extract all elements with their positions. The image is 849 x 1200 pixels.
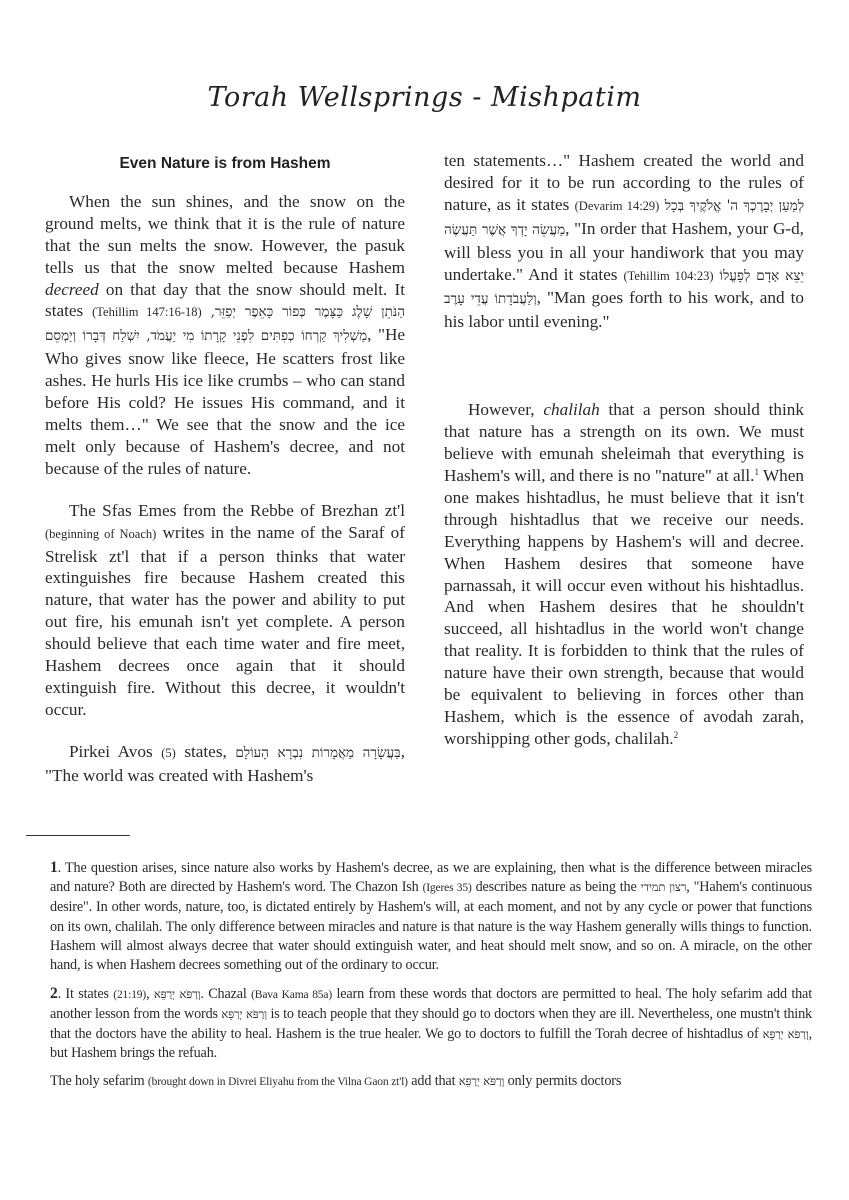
text: The Sfas Emes from the Rebbe of Brezhan zt'l [69,500,405,520]
footnote-ref-1[interactable]: 1 [754,466,759,477]
hebrew-quote: וְרַפֹּא יְרַפֵּא [762,1026,809,1041]
spacer [444,353,804,399]
text: ten statements…" Hashem created the world and desired for it to be run according to the rules of nature, as it states [444,151,804,214]
text: The holy sefarim [50,1073,148,1090]
citation: (Bava Kama 85a) [251,989,333,1002]
hebrew-quote: לְמַעַן יְבָרֶכְךָ ה' אֱלֹקֶיךָ בְּכָל מַעֲשֵׂה יָדְךָ אֲשֶׁר תַּעֲשֶׂה [444,197,805,238]
footnote-number: 2 [50,985,58,1003]
text: learn from these words that doctors are permitted to heal. The holy sefarim add that another lesson from the words [50,986,812,1023]
text: When the sun shines, and the snow on the ground melts, we think that it is the rule of nature that the sun melts the snow. However, the pasuk tells us that the snow melted because Hashem [45,191,405,277]
text: states, [175,741,236,761]
citation: (Devarim 14:29) [574,198,660,213]
text: However, [468,400,544,420]
hebrew-quote: וְרַפֹּא יְרַפֵּא [458,1074,505,1089]
footnote-ref-2[interactable]: 2 [673,729,679,740]
hebrew-quote: בַּעֲשָׂרָה מַאֲמָרוֹת נִבְרָא הָעוֹלָם [235,744,401,761]
text: add that [407,1073,459,1090]
citation: (Tehillim 147:16-18) [92,305,202,320]
citation: (5) [161,745,176,760]
footnote-number: 1 [50,859,58,876]
text: only permits doctors [504,1073,622,1090]
citation: (beginning of Noach) [45,526,157,541]
section-heading: Even Nature is from Hashem [119,155,331,172]
text: , "The world was created with Hashem's [45,741,405,785]
citation: (Igeres 35) [422,882,472,895]
text: on that day that the snow should melt. It states [45,279,405,321]
footnote-2-continued [50,1072,812,1092]
paragraph-chalilah [444,399,804,750]
text: writes in the name of the Saraf of Strelisk zt'l that if a person thinks that water extinguishes fire because Hashem created this nature, that water has the power and ability to put out fire, his emunah isn't yet complete. A person should believe that each time water and fire meet, Hashem decrees once again that it should extinguish fire. Without this decree, it wouldn't occur. [45,522,405,719]
hebrew-quote: רצון תמידי [640,880,687,895]
text: , "In order that Hashem, your G-d, will bless you in all your handiwork that you may undertake." And it states [444,218,804,284]
paragraph-sfas-emes [45,500,405,721]
emphasis-text: chalilah [543,400,600,420]
paragraph-ten-statements [444,150,804,333]
text: . It states [57,986,114,1003]
text: describes nature as being the [471,879,641,896]
text: that a person should think that nature has a strength on its own. We must believe with emunah sheleimah that everything is Hashem's will, and there is no "nature" at all. [444,400,804,485]
text: , [146,986,154,1003]
citation: (Tehillim 104:23) [623,268,714,283]
emphasis-text: decreed [45,279,99,299]
footnotes [50,858,812,1101]
text: . The question arises, since nature also works by Hashem's decree, as we are explaining, then what is the difference between miracles and nature? Both are directed by Hashem's word. The Chazon Ish [50,860,812,896]
text: is to teach people that they should go to doctors when they are ill. Nevertheless, one mustn't think that the doctors have the ability to heal. Hashem is the true healer. We go to doctors to fulfill the Torah decree of hishtadlus of [50,1006,812,1042]
left-column [45,150,405,807]
paragraph-pirkei-avos [45,741,405,787]
hebrew-quote: וְרַפֹּא יְרַפֵּא [153,987,201,1002]
text: . Chazal [200,986,252,1003]
hebrew-quote: יֵצֵא אָדָם לְפָעֳלוֹ וְלַעֲבֹדָתוֹ עֲדֵי עָרֶב [444,267,804,308]
page-title: Torah Wellsprings - Mishpatim [207,82,642,113]
footnote-2 [50,984,812,1063]
citation: (21:19) [113,989,147,1002]
text: , "Man goes forth to his work, and to his labor until evening." [444,288,804,332]
hebrew-quote: וְרַפֹּא יְרַפֵּא [221,1007,267,1022]
text: , "Hahem's continuous desire". In other words, nature, too, is dictated entirely by Hashem's will, at each moment, and not by any cycle or power that functions on its own, chalilah. The only difference between miracles and nature is that nature is the way Hashem generally wills things to function. Hashem will almost always decree that water should extinguish water, and heat should melt snow, and so on. A miracle, on the other hand, is when Hashem decrees something out of the ordinary to occur. [50,879,812,974]
text: Pirkei Avos [69,741,162,761]
hebrew-quote: הַנֹּתֵן שָׁלֶג כַּצָּמֶר כְּפוֹר כָּאֵפֶר יְפַזֵּר, מַשְׁלִיךְ קַרְחוֹ כְפִתִּים לִפְנֵי קָרָתוֹ מִי יַעֲמֹד, יִשְׁלַח דְּבָרוֹ וְיַמְסֵם [45,304,406,345]
text: , but Hashem brings the refuah. [50,1025,812,1061]
text: When one makes hishtadlus, he must believe that it isn't through hishtadlus that we receive our needs. Everything happens by Hashem's will and decree. When Hashem desires that someone have parnassah, it will occur even without his hishtadlus. And when Hashem desires that he shouldn't succeed, all hishtadlus in the world won't change that reality. It is forbidden to think that the rules of nature have their own strength, because that would be equivalent to believing in forces other than Hashem, which is the essence of avodah zarah, worshipping other gods, chalilah. [444,465,804,748]
footnote-divider [26,835,130,836]
text: , "He Who gives snow like fleece, He scatters frost like ashes. He hurls His ice like crumbs – who can stand before His cold? He issues His command, and it melts them…" We see that the snow and the ice melt only because of Hashem's decree, and not because of the rules of nature. [45,325,405,478]
paragraph-snow-melts [45,191,405,480]
right-column [444,150,804,770]
citation: (brought down in Divrei Eliyahu from the Vilna Gaon zt'l) [147,1076,408,1089]
footnote-1 [50,858,812,975]
